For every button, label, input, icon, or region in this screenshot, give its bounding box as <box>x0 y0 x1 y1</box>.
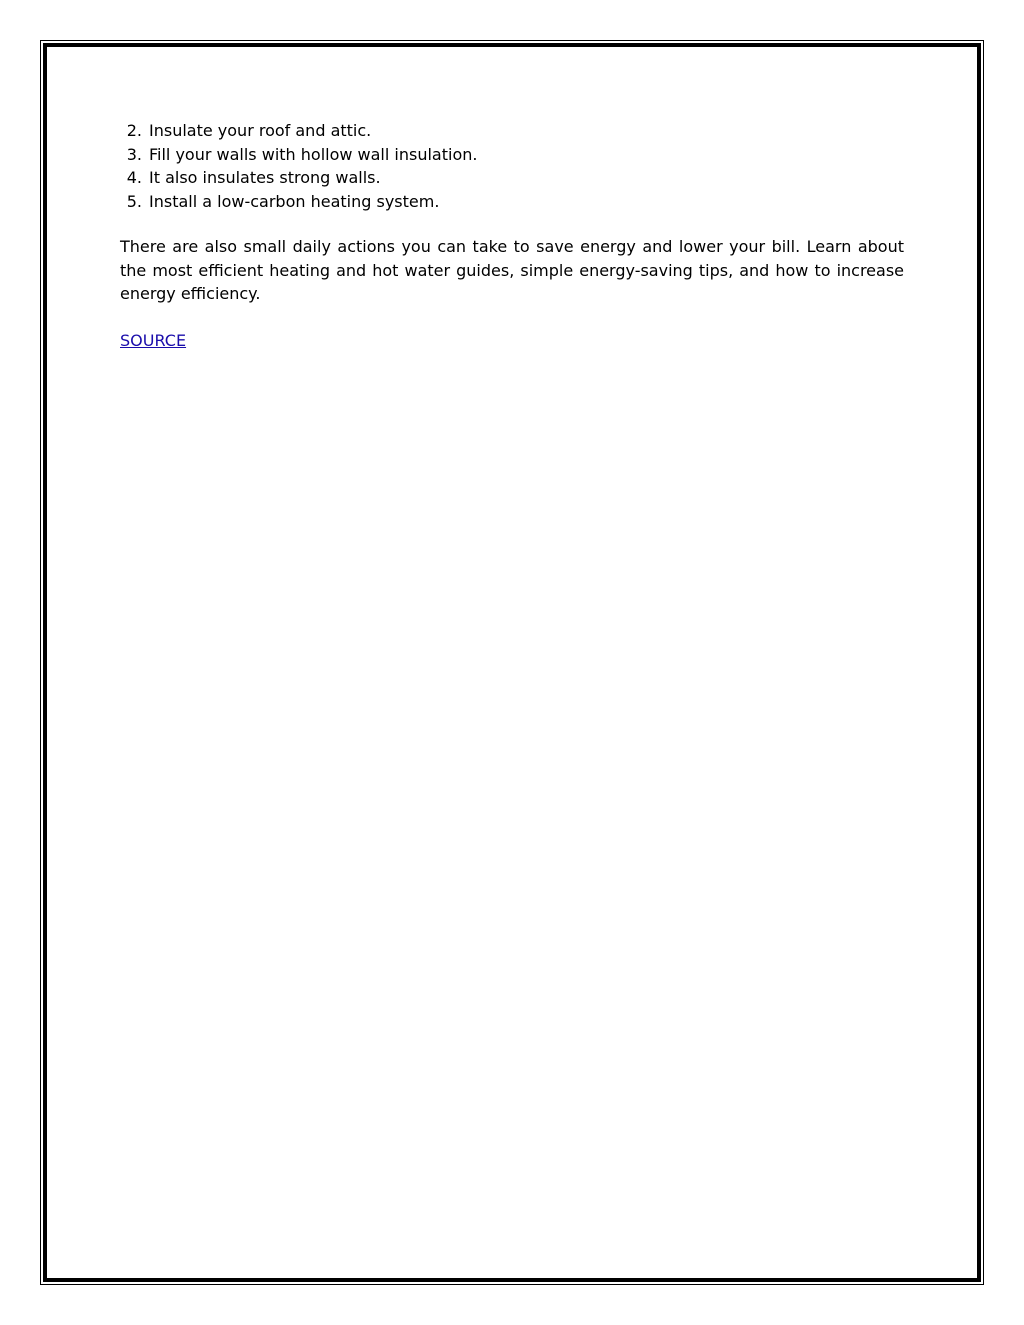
list-item-number: 4. <box>126 168 142 187</box>
list-item-text: Insulate your roof and attic. <box>149 121 372 140</box>
list-item-text: Fill your walls with hollow wall insulation. <box>149 144 478 164</box>
list-item <box>120 119 904 143</box>
list-item <box>120 190 904 214</box>
document-content <box>120 119 904 352</box>
list-item-number: 5. <box>126 191 142 211</box>
list-item-number: 2. <box>126 121 142 140</box>
numbered-list <box>120 119 904 213</box>
list-item <box>120 143 904 167</box>
list-item-text: Install a low-carbon heating system. <box>149 191 440 211</box>
body-paragraph: There are also small daily actions you can take to save energy and lower your bill. Learn about the most efficient heating and hot water guides, simple energy-saving tips, and how to increase energy efficiency. <box>120 237 904 303</box>
list-item-text: It also insulates strong walls. <box>149 168 381 187</box>
source-link[interactable]: SOURCE <box>120 330 187 350</box>
list-item <box>120 166 904 190</box>
list-item-number: 3. <box>126 144 142 164</box>
